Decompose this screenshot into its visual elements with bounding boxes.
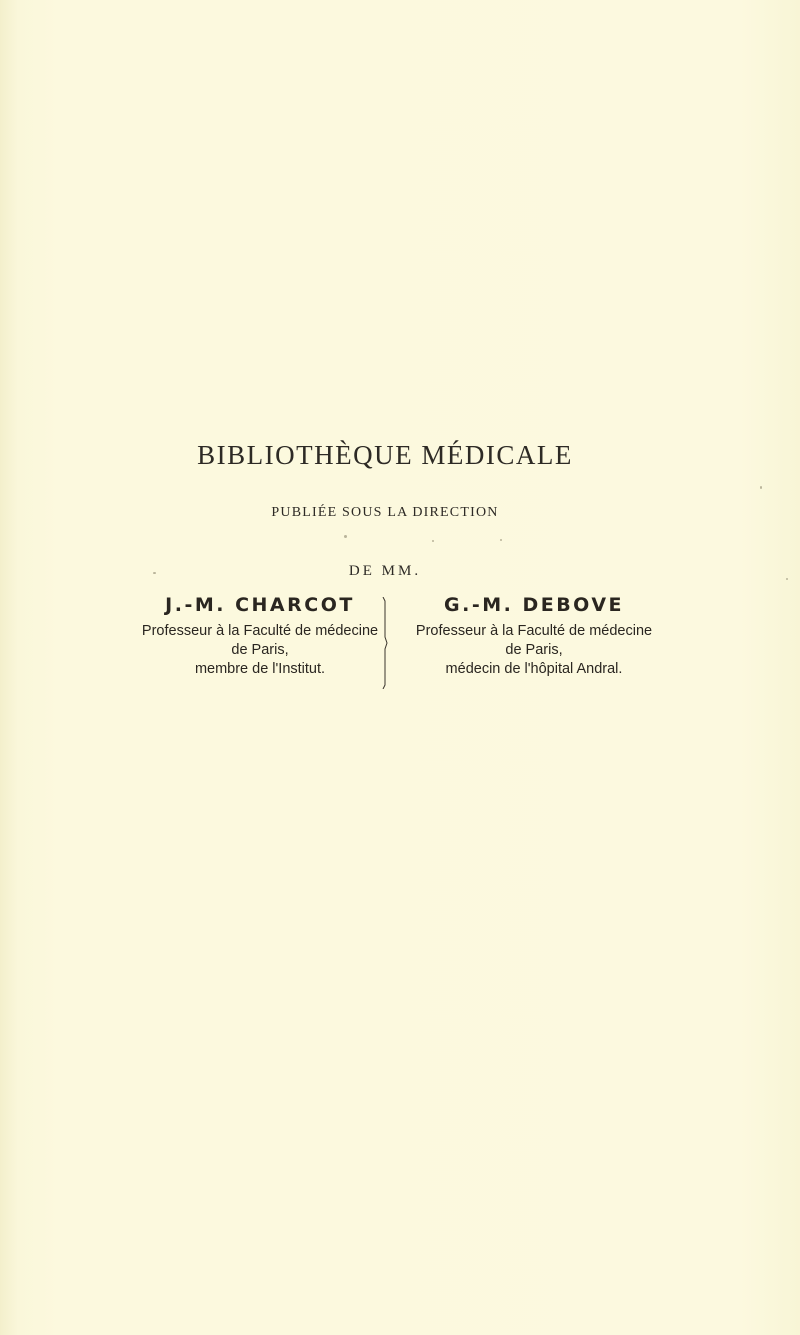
paper-speck [500,539,502,541]
de-mm-line: DE MM. [348,563,422,579]
director-title-line: de Paris, [231,642,289,658]
published-under-line: PUBLIÉE SOUS LA DIRECTION [271,505,499,520]
director-title-line: médecin de l'hôpital Andral. [445,661,623,677]
director-name: G.-M. DEBOVE [444,594,624,616]
paper-speck [760,486,762,489]
director-title-line: Professeur à la Faculté de médecine [415,623,653,639]
director-name: J.-M. CHARCOT [165,594,355,616]
director-title-line: Professeur à la Faculté de médecine [141,623,379,639]
paper-speck [786,578,788,580]
paper-speck [344,535,347,538]
paper-speck [153,572,156,574]
paper-speck [432,540,434,542]
director-title-line: de Paris, [505,642,563,658]
director-title-line: membre de l'Institut. [194,661,326,677]
series-title: BIBLIOTHÈQUE MÉDICALE [197,440,573,470]
brace-divider [381,597,389,689]
director-charcot [140,592,380,679]
director-debove [396,592,672,679]
